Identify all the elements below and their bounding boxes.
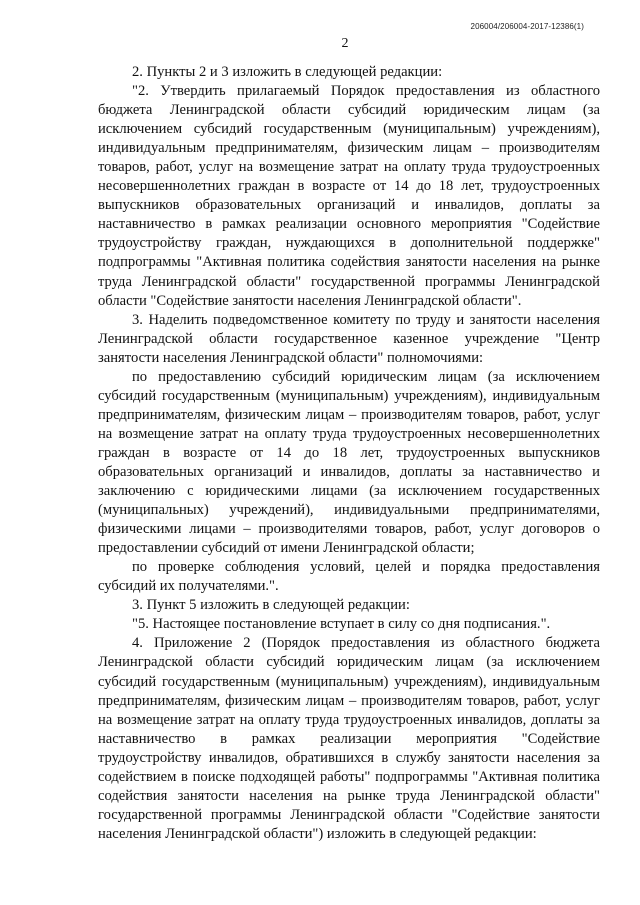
paragraph-amend-item-5: 3. Пункт 5 изложить в следующей редакции: — [132, 597, 410, 614]
document-id: 206004/206004-2017-12386(1) — [470, 22, 584, 31]
paragraph-appendix-2: 4. Приложение 2 (Порядок предоставления из областного бюджета Ленинградской области субсидий юридическим лицам (за исключением субсидий государственным (муниципальным) учреждениям), индивидуальным предпринимателям, физическим лицам – производителям товаров, работ, услуг на возмещение затрат на оплату труда трудоустроенных инвалидов, доплаты за наставничество в рамках реализации мероприятия "Содействие трудоустройству инвалидов, обратившихся в службу занятости населения за содействием в поиске подходящей работы" подпрограммы "Активная политика содействия занятости населения на рынке труда Ленинградской области" государственной программы Ленинградской области "Содействие занятости населения Ленинградской области") изложить в следующей редакции: — [98, 635, 600, 842]
document-body — [98, 63, 600, 844]
paragraph-item-5-text: "5. Настоящее постановление вступает в силу со дня подписания.". — [132, 616, 551, 633]
paragraph-item-3-text: 3. Наделить подведомственное комитету по труду и занятости населения Ленинградской области государственное казенное учреждение "Центр занятости населения Ленинградской области" полномочиями: — [98, 311, 600, 366]
paragraph-item-2-text: "2. Утвердить прилагаемый Порядок предоставления из областного бюджета Ленинградской области субсидий юридическим лицам (за исключением субсидий государственным (муниципальным) учреждениям), индивидуальным предпринимателям, физическим лицам – производителям товаров, работ, услуг на возмещение затрат на оплату труда трудоустроенных несовершеннолетних граждан в возрасте от 14 до 18 лет, трудоустроенных выпускников образовательных организаций и инвалидов, доплаты за наставничество в рамках реализации основного мероприятия "Содействие трудоустройству граждан, нуждающихся в дополнительной поддержке" подпрограммы "Активная политика содействия занятости населения на рынке труда Ленинградской области" государственной программы Ленинградской области "Содействие занятости населения Ленинградской области". — [98, 83, 600, 309]
paragraph-authority-checks: по проверке соблюдения условий, целей и порядка предоставления субсидий их получателями.". — [98, 559, 600, 595]
paragraph-amend-items-2-3: 2. Пункты 2 и 3 изложить в следующей редакции: — [132, 64, 443, 80]
paragraph-authority-subsidies: по предоставлению субсидий юридическим лицам (за исключением субсидий государственным (муниципальным) учреждениям), индивидуальным предпринимателям, физическим лицам – производителям товаров, работ, услуг на возмещение затрат на оплату труда трудоустроенных несовершеннолетних граждан в возрасте от 14 до 18 лет, трудоустроенных выпускников образовательных организаций и инвалидов, доплаты за наставничество и заключению с юридическими лицами (за исключением государственных (муниципальных) учреждений), индивидуальными предпринимателями, физическими лицами – производителями товаров, работ, услуг договоров о предоставлении субсидий от имени Ленинградской области; — [98, 368, 600, 557]
page-number: 2 — [341, 36, 349, 51]
